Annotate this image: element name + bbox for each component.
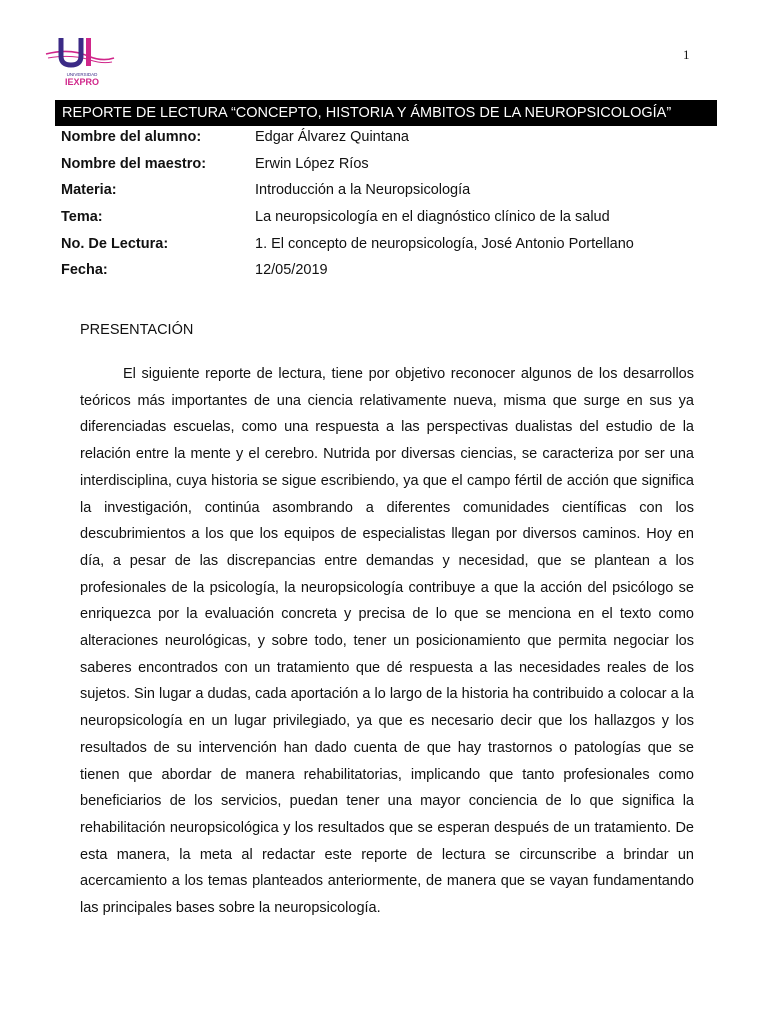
info-row-teacher — [61, 155, 721, 182]
info-row-subject — [61, 181, 721, 208]
subject-label: Materia: — [61, 182, 117, 199]
info-row-topic — [61, 208, 721, 235]
info-row-reading-number — [61, 235, 721, 262]
info-row-date — [61, 261, 721, 288]
report-info-table — [61, 128, 721, 288]
svg-text:IEXPRO: IEXPRO — [64, 77, 100, 87]
date-value: 12/05/2019 — [255, 262, 328, 279]
topic-value: La neuropsicología en el diagnóstico clínico de la salud — [255, 209, 610, 226]
reading-number-label: No. De Lectura: — [61, 235, 169, 252]
student-label: Nombre del alumno: — [61, 129, 202, 145]
student-value: Edgar Álvarez Quintana — [255, 129, 409, 145]
date-label: Fecha: — [61, 262, 108, 279]
section-heading: PRESENTACIÓN — [80, 322, 194, 338]
info-row-student — [61, 128, 721, 155]
report-title: REPORTE DE LECTURA “CONCEPTO, HISTORIA Y ÁMBITOS DE LA NEUROPSICOLOGÍA” — [55, 100, 717, 126]
subject-value: Introducción a la Neuropsicología — [255, 182, 471, 199]
teacher-label: Nombre del maestro: — [61, 155, 207, 172]
svg-text:UNIVERSIDAD: UNIVERSIDAD — [66, 72, 98, 77]
reading-number-value: 1. El concepto de neuropsicología, José Antonio Portellano — [255, 235, 634, 252]
university-logo — [44, 34, 116, 90]
teacher-value: Erwin López Ríos — [255, 155, 369, 172]
topic-label: Tema: — [61, 209, 103, 226]
page-number: 1 — [683, 47, 690, 62]
body-paragraph: El siguiente reporte de lectura, tiene por objetivo reconocer algunos de los desarrollos teóricos más importantes de una ciencia relativamente nueva, misma que surge en sus ya diferenciadas escuelas, como una respuesta a las perspectivas dualistas del estudio de la relación entre la mente y el cerebro. Nutrida por diversas ciencias, se caracteriza por ser una interdisciplina, cuya historia se sigue escribiendo, ya que el campo fértil de acción que significa la investigación, continúa asombrando a diferentes comunidades científicas con los descubrimientos a los que los equipos de especialistas llegan por diversos caminos. Hoy en día, a pesar de las discrepancias entre demandas y necesidad, que se plantean a los profesionales de la psicología, la neuropsicología contribuye a que la acción del psicólogo se enriquezca por la evaluación concreta y precisa de lo que se menciona en el texto como alteraciones neurológicas, y sobre todo, tener un posicionamiento que permita negociar los saberes encontrados con un tratamiento que dé respuesta a las necesidades reales de los sujetos. Sin lugar a dudas, cada aportación a lo largo de la historia ha contribuido a colocar a la neuropsicología en un lugar privilegiado, ya que es necesario decir que los hallazgos y los resultados de su intervención han dado cuenta de que hay trastornos o patologías que se tienen que abordar de manera rehabilitatorias, implicando que tanto profesionales como beneficiarios de los servicios, puedan tener una mayor conciencia de lo que significa la rehabilitación neuropsicológica y los resultados que se esperan después de un tratamiento. De esta manera, la meta al redactar este reporte de lectura se circunscribe a brindar un acercamiento a los temas planteados anteriormente, de manera que se vayan fundamentando las principales bases sobre la neuropsicología. — [80, 366, 694, 917]
